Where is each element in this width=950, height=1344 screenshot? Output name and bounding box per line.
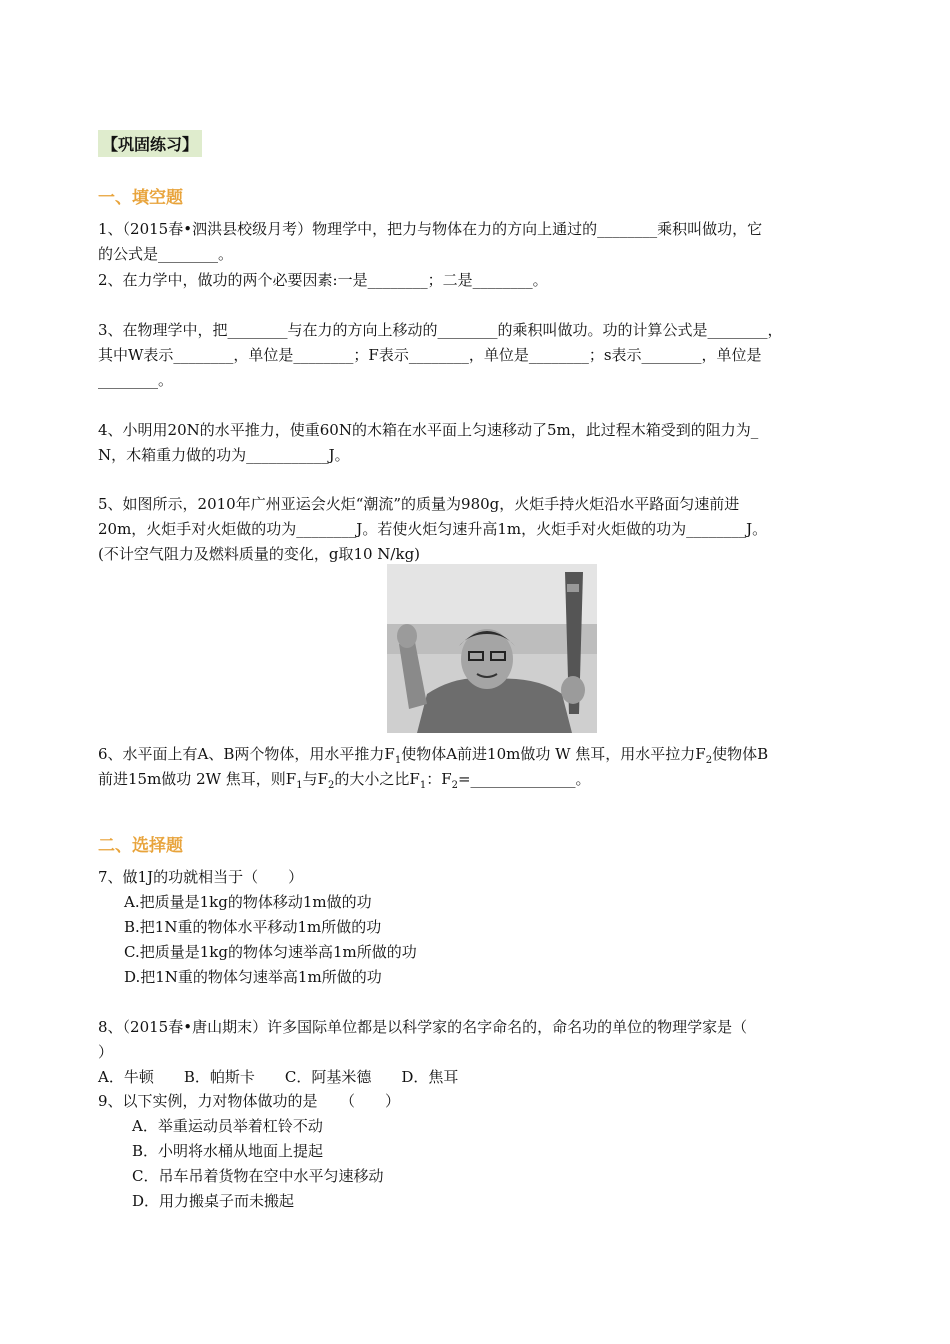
q3-line1: 3、在物理学中，把________与在力的方向上移动的________的乘积叫做功。功的计算公式是________，	[98, 321, 783, 339]
q3-line2: 其中W表示________，单位是________；F表示________，单位是________；s表示________，单位是	[98, 346, 762, 364]
q3-line3: ________。	[98, 371, 174, 389]
q6-text: 6、水平面上有A、B两个物体，用水平推力F	[98, 745, 395, 763]
q6-text: =______________。	[457, 770, 591, 788]
q9-option-d: D．用力搬桌子而未搬起	[132, 1192, 295, 1210]
q2-line1: 2、在力学中，做功的两个必要因素:一是________；二是________。	[98, 271, 548, 289]
q8-line2: ）	[98, 1043, 114, 1061]
q6-subscript: 1	[419, 780, 427, 791]
q6-line2	[98, 769, 858, 796]
q1-line1: 1、（2015春•泗洪县校级月考）物理学中，把力与物体在力的方向上通过的________乘积叫做功，它	[98, 220, 763, 238]
torchbearer-photo	[387, 564, 597, 733]
q4-line1: 4、小明用20N的水平推力，使重60N的木箱在水平面上匀速移动了5m，此过程木箱受到的阻力为_	[98, 421, 759, 439]
q6-text: 前进15m做功 2W 焦耳，则F	[98, 770, 297, 788]
q6-text: 与F	[302, 770, 329, 788]
choice-heading: 二、选择题	[98, 836, 183, 856]
q6-subscript: 1	[394, 755, 402, 766]
q7-option-c: C.把质量是1kg的物体匀速举高1m所做的功	[124, 943, 417, 961]
q7-stem: 7、做1J的功就相当于（ ）	[98, 868, 304, 886]
q8-options: A．牛顿 B．帕斯卡 C．阿基米德 D．焦耳	[98, 1068, 459, 1086]
q6-line1	[98, 744, 858, 771]
q4-line2: N，木箱重力做的功为___________J。	[98, 446, 350, 464]
q6-subscript: 1	[296, 780, 303, 791]
q5-line2: 20m，火炬手对火炬做的功为________J。若使火炬匀速升高1m，火炬手对火炬做的功为________J。	[98, 520, 768, 538]
q9-option-a: A．举重运动员举着杠铃不动	[132, 1117, 323, 1135]
q9-option-c: C．吊车吊着货物在空中水平匀速移动	[132, 1167, 384, 1185]
section-tag: 【巩固练习】	[98, 130, 202, 157]
q8-line1: 8、（2015春•唐山期末）许多国际单位都是以科学家的名字命名的，命名功的单位的物理学家是（	[98, 1018, 748, 1036]
fill-in-heading: 一、填空题	[98, 188, 183, 208]
q7-option-d: D.把1N重的物体匀速举高1m所做的功	[124, 968, 382, 986]
q7-option-b: B.把1N重的物体水平移动1m所做的功	[124, 918, 382, 936]
q6-subscript: 2	[328, 780, 335, 791]
q5-line1: 5、如图所示，2010年广州亚运会火炬“潮流”的质量为980g，火炬手持火炬沿水平路面匀速前进	[98, 495, 740, 513]
q6-text: 使物体B	[712, 745, 769, 763]
q9-option-b: B．小明将水桶从地面上提起	[132, 1142, 324, 1160]
q1-line2: 的公式是________。	[98, 245, 234, 263]
q9-stem: 9、以下实例，力对物体做功的是 （ ）	[98, 1092, 401, 1110]
q7-option-a: A.把质量是1kg的物体移动1m做的功	[124, 893, 372, 911]
q6-text: ：F	[426, 770, 452, 788]
q6-subscript: 2	[705, 755, 713, 766]
q6-text: 的大小之比F	[334, 770, 420, 788]
q5-line3: (不计空气阻力及燃料质量的变化，g取10 N/kg)	[98, 545, 421, 563]
q6-subscript: 2	[451, 780, 458, 791]
q6-text: 使物体A前进10m做功 W 焦耳，用水平拉力F	[401, 745, 706, 763]
